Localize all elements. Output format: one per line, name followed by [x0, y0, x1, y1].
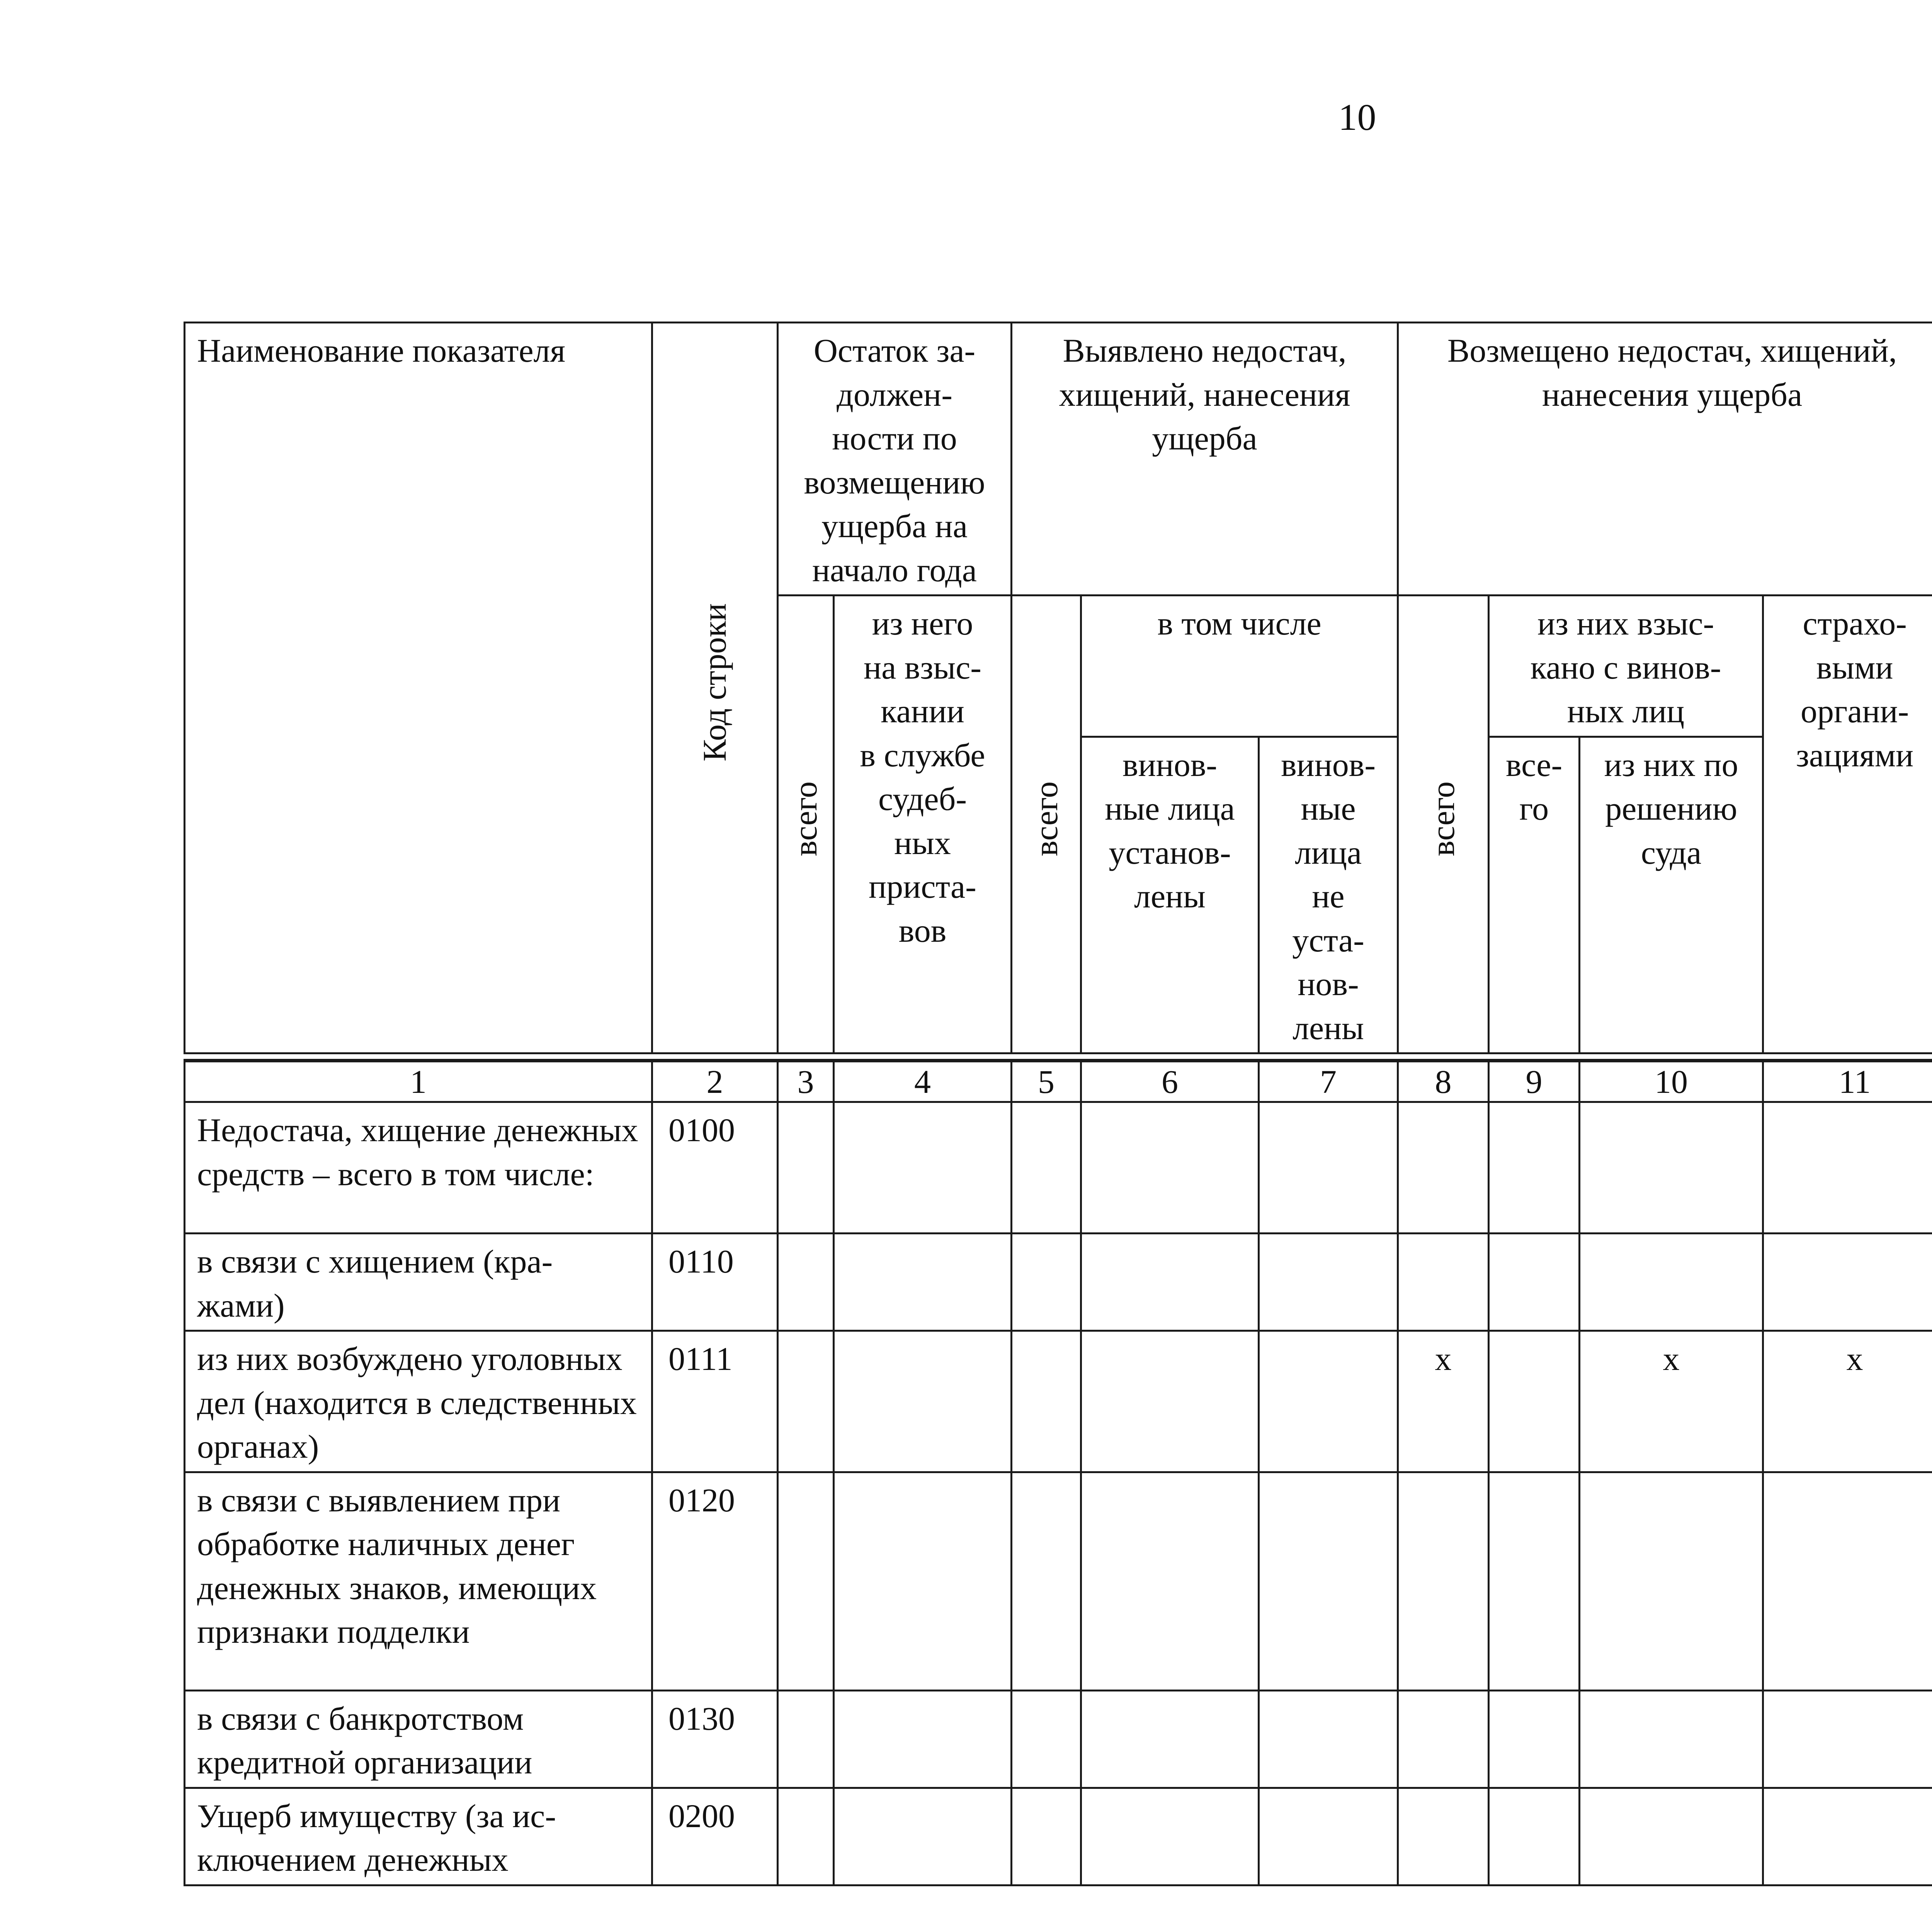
row-name: из них возбуждено уголовных дел (находится в следственных органах)	[185, 1331, 652, 1472]
header-by-court-decision: из них по решению суда	[1580, 737, 1763, 1053]
data-cell[interactable]	[778, 1331, 834, 1472]
column-numbers-row	[185, 1061, 1932, 1102]
header-detected-total-label: всего	[1027, 781, 1065, 856]
header-detected-total	[1012, 596, 1081, 1053]
data-cell[interactable]	[1012, 1102, 1081, 1234]
data-cell[interactable]	[1489, 1102, 1580, 1234]
column-number: 4	[834, 1061, 1012, 1102]
data-cell[interactable]	[1259, 1788, 1398, 1885]
data-cell[interactable]	[1398, 1102, 1489, 1234]
data-cell[interactable]	[1259, 1234, 1398, 1331]
row-code: 0130	[652, 1690, 778, 1788]
row-name: Недостача, хищение денежных средств – всего в том числе:	[185, 1102, 652, 1234]
data-cell[interactable]	[778, 1788, 834, 1885]
table-row	[185, 1690, 1932, 1788]
data-cell[interactable]	[778, 1690, 834, 1788]
header-reimbursed-total-label: всего	[1424, 781, 1462, 856]
data-cell[interactable]	[1081, 1472, 1259, 1690]
data-cell[interactable]	[1763, 1234, 1932, 1331]
table-row	[185, 1234, 1932, 1331]
data-cell[interactable]	[1489, 1331, 1580, 1472]
header-row-1	[185, 323, 1932, 596]
data-cell[interactable]	[1012, 1234, 1081, 1331]
header-opening-total-label: всего	[787, 781, 824, 856]
table-row	[185, 1102, 1932, 1234]
row-code: 0120	[652, 1472, 778, 1690]
row-name: в связи с выявлением при обработке наличных денег денежных знаков, имеющих признаки подделки	[185, 1472, 652, 1690]
data-cell[interactable]	[834, 1102, 1012, 1234]
header-reimbursed-total	[1398, 596, 1489, 1053]
data-cell[interactable]	[834, 1788, 1012, 1885]
data-cell[interactable]	[1259, 1102, 1398, 1234]
data-cell[interactable]	[834, 1331, 1012, 1472]
header-culprits-not-identified: винов- ные лица не уста- нов- лены	[1259, 737, 1398, 1053]
header-reimbursed: Возмещено недостач, хищений, нанесения ущерба	[1398, 323, 1932, 596]
row-code: 0111	[652, 1331, 778, 1472]
header-culprits-identified: винов- ные лица установ- лены	[1081, 737, 1259, 1053]
row-name: Ущерб имуществу (за ис- ключением денежных	[185, 1788, 652, 1885]
data-cell[interactable]	[1763, 1102, 1932, 1234]
row-name: в связи с хищением (кра- жами)	[185, 1234, 652, 1331]
data-cell[interactable]	[1081, 1331, 1259, 1472]
data-cell[interactable]	[1580, 1472, 1763, 1690]
column-number: 6	[1081, 1061, 1259, 1102]
column-number: 2	[652, 1061, 778, 1102]
page-number: 10	[1338, 97, 1376, 138]
data-cell[interactable]	[778, 1472, 834, 1690]
data-cell[interactable]	[1398, 1472, 1489, 1690]
not-applicable-mark: х	[1398, 1331, 1489, 1472]
header-row-code-label: Код строки	[696, 603, 733, 762]
table-row	[185, 1788, 1932, 1885]
data-cell[interactable]	[1259, 1690, 1398, 1788]
data-cell[interactable]	[834, 1690, 1012, 1788]
header-opening-bailiffs: из него на взыс- кании в службе судеб- ных приста- вов	[834, 596, 1012, 1053]
data-cell[interactable]	[1489, 1234, 1580, 1331]
header-separator-cell	[185, 1053, 1932, 1061]
data-cell[interactable]	[1081, 1234, 1259, 1331]
header-row-code	[652, 323, 778, 1053]
data-cell[interactable]	[1012, 1788, 1081, 1885]
data-cell[interactable]	[1763, 1690, 1932, 1788]
data-cell[interactable]	[1580, 1690, 1763, 1788]
not-applicable-mark: х	[1763, 1331, 1932, 1472]
header-recovered-total: все- го	[1489, 737, 1580, 1053]
header-recovered-from-culprits: из них взыс- кано с винов- ных лиц	[1489, 596, 1763, 737]
row-code: 0200	[652, 1788, 778, 1885]
data-cell[interactable]	[1081, 1788, 1259, 1885]
data-cell[interactable]	[1081, 1690, 1259, 1788]
row-name: в связи с банкротством кредитной организации	[185, 1690, 652, 1788]
column-number: 8	[1398, 1061, 1489, 1102]
data-cell[interactable]	[1081, 1102, 1259, 1234]
data-cell[interactable]	[778, 1234, 834, 1331]
column-number: 9	[1489, 1061, 1580, 1102]
not-applicable-mark: х	[1580, 1331, 1763, 1472]
column-number: 3	[778, 1061, 834, 1102]
data-cell[interactable]	[778, 1102, 834, 1234]
column-number: 5	[1012, 1061, 1081, 1102]
data-cell[interactable]	[1259, 1472, 1398, 1690]
data-cell[interactable]	[1398, 1234, 1489, 1331]
data-cell[interactable]	[1580, 1102, 1763, 1234]
column-number: 10	[1580, 1061, 1763, 1102]
data-cell[interactable]	[1012, 1331, 1081, 1472]
row-code: 0100	[652, 1102, 778, 1234]
data-cell[interactable]	[1580, 1788, 1763, 1885]
row-code: 0110	[652, 1234, 778, 1331]
header-opening-total	[778, 596, 834, 1053]
data-cell[interactable]	[1763, 1472, 1932, 1690]
data-cell[interactable]	[1580, 1234, 1763, 1331]
header-opening-balance: Остаток за- должен- ности по возмещению ущерба на начало года	[778, 323, 1012, 596]
data-cell[interactable]	[1259, 1331, 1398, 1472]
data-cell[interactable]	[1489, 1690, 1580, 1788]
data-cell[interactable]	[834, 1234, 1012, 1331]
table-row	[185, 1331, 1932, 1472]
header-including: в том числе	[1081, 596, 1398, 737]
column-number: 1	[185, 1061, 652, 1102]
header-separator	[185, 1053, 1932, 1061]
table-row	[185, 1472, 1932, 1690]
data-cell[interactable]	[1398, 1690, 1489, 1788]
header-detected: Выявлено недостач, хищений, нанесения ущерба	[1012, 323, 1398, 596]
column-number: 11	[1763, 1061, 1932, 1102]
data-cell[interactable]	[834, 1472, 1012, 1690]
data-cell[interactable]	[1763, 1788, 1932, 1885]
column-number: 7	[1259, 1061, 1398, 1102]
data-cell[interactable]	[1012, 1472, 1081, 1690]
damage-report-table	[184, 322, 1932, 1886]
data-cell[interactable]	[1012, 1690, 1081, 1788]
header-insurance: страхо- выми органи- зациями	[1763, 596, 1932, 1053]
data-cell[interactable]	[1489, 1788, 1580, 1885]
data-cell[interactable]	[1398, 1788, 1489, 1885]
header-indicator-name: Наименование показателя	[185, 323, 652, 1053]
data-cell[interactable]	[1489, 1472, 1580, 1690]
